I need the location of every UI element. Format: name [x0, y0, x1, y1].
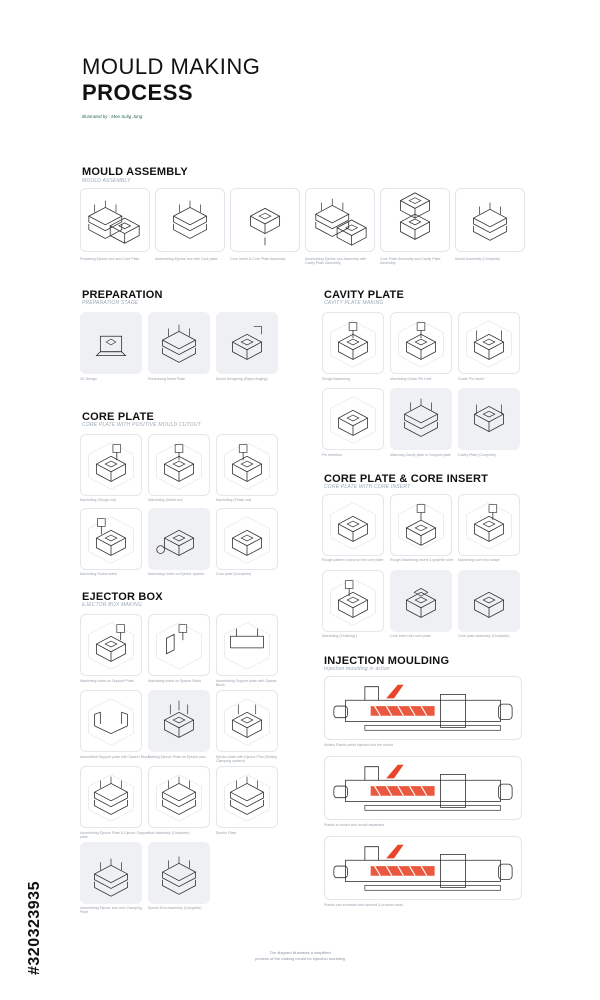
tile-caption: Assembling Ejector box Assembly with Cavity Plate Assembly — [305, 257, 367, 266]
footer-line1: The diagram illustrates a simplified — [269, 950, 331, 955]
footer-line2: process of the making mould for injection moulding — [254, 955, 346, 961]
diagram-tile — [458, 388, 520, 450]
diagram-tile — [322, 388, 384, 450]
injection-caption: Plastic is cooled and mould separates — [324, 823, 385, 827]
injection-diagram — [324, 836, 522, 900]
tile-caption: Making Ejector Plate for Ejector pins — [148, 755, 206, 759]
tile-caption: Cavity Plate (Complete) — [458, 453, 496, 457]
tile-caption: Machining Screw holes — [80, 572, 117, 576]
diagram-tile — [322, 312, 384, 374]
section-subtitle-injection: Injection moulding in action — [324, 666, 390, 672]
diagram-tile — [390, 570, 452, 632]
diagram-tile — [216, 508, 278, 570]
diagram-tile — [148, 434, 210, 496]
section-title-injection: INJECTION MOULDING — [324, 655, 450, 667]
tile-caption: Core plate (Complete) — [216, 572, 252, 576]
diagram-tile — [148, 508, 210, 570]
tile-caption: Assembling Ejector box onto Clamping Plate — [80, 906, 142, 915]
tile-caption: Machining Holes on Ejector system — [148, 572, 205, 576]
tile-caption: Sub Assembly (Complete) — [148, 831, 190, 835]
diagram-tile — [380, 188, 450, 252]
tile-caption: 3D Design — [80, 377, 97, 381]
diagram-tile — [305, 188, 375, 252]
tile-caption: Ejector plate with Ejector Pins (Sliding Clamping system) — [216, 755, 277, 764]
diagram-tile — [458, 494, 520, 556]
byline: Illustrated by : Mee Sulig Jung — [82, 114, 143, 119]
diagram-tile — [458, 312, 520, 374]
section-title-mould-assembly: MOULD ASSEMBLY — [82, 166, 188, 178]
injection-caption: Plastic part extracted and ejected & process ends — [324, 903, 403, 907]
tile-caption: Machining (Finishing ) — [322, 634, 358, 638]
diagram-tile — [155, 188, 225, 252]
tile-caption: Purchasing Metal Plate — [148, 377, 185, 381]
stock-id-watermark: #320323935 — [26, 881, 43, 975]
diagram-tile — [455, 188, 525, 252]
diagram-tile — [216, 312, 278, 374]
diagram-tile — [80, 434, 142, 496]
page-title-line2: PROCESS — [82, 80, 194, 105]
tile-caption: Rough Machining — [322, 377, 350, 381]
tile-caption: Machining Guide Pin Hole — [390, 377, 432, 381]
diagram-tile — [216, 766, 278, 828]
tile-caption: Assembling Ejector Plate & Ejector Support plate — [80, 831, 150, 840]
tile-caption: Core insert into core plate — [390, 634, 432, 638]
tile-caption: Machining holes on Spacer Block — [148, 679, 202, 683]
page-title-line1: MOULD MAKING — [82, 54, 261, 79]
tile-caption: Assembling Support plate with Spacer Block — [216, 679, 277, 688]
tile-caption: Machining (Rough cut) — [80, 498, 117, 502]
diagram-tile — [230, 188, 300, 252]
diagram-tile — [80, 312, 142, 374]
tile-caption: Assembling Ejector box with Core plate — [155, 257, 218, 261]
tile-caption: Assembled Support plate with Spacer Block — [80, 755, 150, 759]
tile-caption: Guide Pin Insert — [458, 377, 484, 381]
tile-caption: Ejector Box Assembly (Complete) — [148, 906, 202, 910]
tile-caption: Matching Cavity plate to Support plate — [390, 453, 451, 457]
section-title-core-plate: CORE PLATE — [82, 411, 155, 423]
tile-caption: Machining (Finish cut) — [216, 498, 252, 502]
tile-caption: Machining core into shape — [458, 558, 500, 562]
diagram-tile — [458, 570, 520, 632]
diagram-tile — [80, 508, 142, 570]
diagram-tile — [148, 312, 210, 374]
section-title-core-insert: CORE PLATE & CORE INSERT — [324, 473, 489, 485]
tile-caption: Mould Assembly (Complete) — [455, 257, 500, 261]
tile-caption: Machining (Detail cut) — [148, 498, 183, 502]
diagram-tile — [148, 690, 210, 752]
diagram-tile — [148, 766, 210, 828]
diagram-tile — [322, 570, 384, 632]
injection-diagram — [324, 756, 522, 820]
section-subtitle-cavity-plate: CAVITY PLATE MAKING — [324, 300, 384, 306]
diagram-tile — [322, 494, 384, 556]
diagram-tile — [148, 614, 210, 676]
section-title-cavity-plate: CAVITY PLATE — [324, 289, 405, 301]
tile-caption: Rough Machining Insert & graphite core — [390, 558, 454, 562]
section-subtitle-core-plate: CORE PLATE WITH POSITIVE MOULD CUTOUT — [82, 422, 201, 428]
diagram-tile — [390, 312, 452, 374]
section-subtitle-preparation: PREPARATION STAGE — [82, 300, 139, 306]
section-subtitle-core-insert: CORE PLATE WITH CORE INSERT — [324, 484, 411, 490]
diagram-tile — [216, 690, 278, 752]
diagram-tile — [216, 614, 278, 676]
section-subtitle-mould-assembly: MOULD ASSEMBLY — [82, 178, 131, 184]
tile-caption: Rough pattern cutout on the core plate — [322, 558, 384, 562]
tile-caption: Core Insert & Core Plate Assembly — [230, 257, 286, 261]
diagram-tile — [390, 388, 452, 450]
diagram-tile — [80, 842, 142, 904]
injection-caption: Molten Plastic pellet injected into the mould — [324, 743, 393, 747]
diagram-tile — [80, 614, 142, 676]
section-subtitle-ejector-box: EJECTOR BOX MAKING — [82, 602, 142, 608]
tile-caption: Machining holes on Support Plate — [80, 679, 134, 683]
diagram-tile — [216, 434, 278, 496]
section-title-preparation: PREPARATION — [82, 289, 163, 301]
footer-note — [200, 950, 400, 961]
tile-caption: Core plate assembly (Complete) — [458, 634, 510, 638]
diagram-tile — [80, 690, 142, 752]
diagram-tile — [390, 494, 452, 556]
tile-caption: Pin Insertion — [322, 453, 342, 457]
diagram-tile — [148, 842, 210, 904]
diagram-tile — [80, 766, 142, 828]
diagram-tile — [80, 188, 150, 252]
tile-caption: Mould Designing (Rapid Anglng) — [216, 377, 268, 381]
tile-caption: Preparing Ejector box and Core Plate — [80, 257, 140, 261]
tile-caption: Core Plate Assembly and Cavity Plate Assembly — [380, 257, 441, 266]
injection-diagram — [324, 676, 522, 740]
tile-caption: Ejector Plate — [216, 831, 237, 835]
section-title-ejector-box: EJECTOR BOX — [82, 591, 163, 603]
